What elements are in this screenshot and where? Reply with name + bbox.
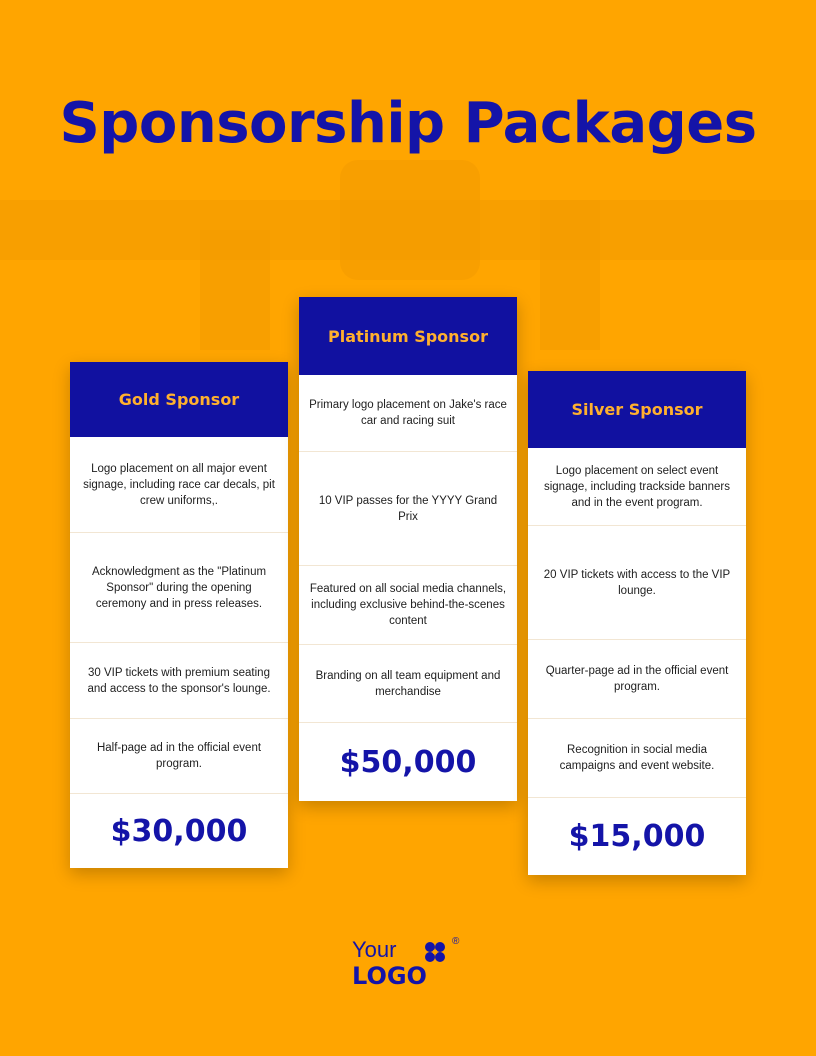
- background-blur: [340, 160, 480, 280]
- feature-item: Acknowledgment as the "Platinum Sponsor" during the opening ceremony and in press releases.: [70, 533, 288, 643]
- logo-text-top: Your: [352, 937, 397, 962]
- price: $15,000: [568, 819, 706, 854]
- page-title: Sponsorship Packages: [59, 91, 757, 156]
- feature-item: 10 VIP passes for the YYYY Grand Prix: [299, 452, 517, 566]
- flower-logo-icon: [424, 941, 446, 963]
- feature-item: Logo placement on all major event signage, including race car decals, pit crew uniforms,.: [70, 437, 288, 533]
- price: $30,000: [110, 813, 248, 849]
- silver-sponsor-card: [528, 371, 746, 875]
- background-blur: [200, 230, 270, 350]
- gold-sponsor-card: [70, 362, 288, 868]
- feature-item: Featured on all social media channels, including exclusive behind-the-scenes content: [299, 566, 517, 645]
- registered-mark: ®: [452, 936, 460, 947]
- logo-text-bottom: LOGO: [352, 962, 427, 990]
- feature-item: 20 VIP tickets with access to the VIP lounge.: [528, 526, 746, 640]
- feature-item: Branding on all team equipment and merchandise: [299, 645, 517, 723]
- feature-item: Half-page ad in the official event program.: [70, 719, 288, 794]
- background-blur: [540, 200, 600, 350]
- card-title: Gold Sponsor: [70, 362, 288, 437]
- card-title: Platinum Sponsor: [299, 297, 517, 375]
- feature-item: Logo placement on select event signage, including trackside banners and in the event program.: [528, 448, 746, 526]
- price: $50,000: [339, 744, 477, 780]
- feature-item: Primary logo placement on Jake's race car and racing suit: [299, 375, 517, 452]
- card-title: Silver Sponsor: [528, 371, 746, 448]
- platinum-sponsor-card: [299, 297, 517, 801]
- logo: [352, 938, 472, 994]
- feature-item: 30 VIP tickets with premium seating and access to the sponsor's lounge.: [70, 643, 288, 719]
- feature-item: Recognition in social media campaigns and event website.: [528, 719, 746, 798]
- feature-item: Quarter-page ad in the official event program.: [528, 640, 746, 719]
